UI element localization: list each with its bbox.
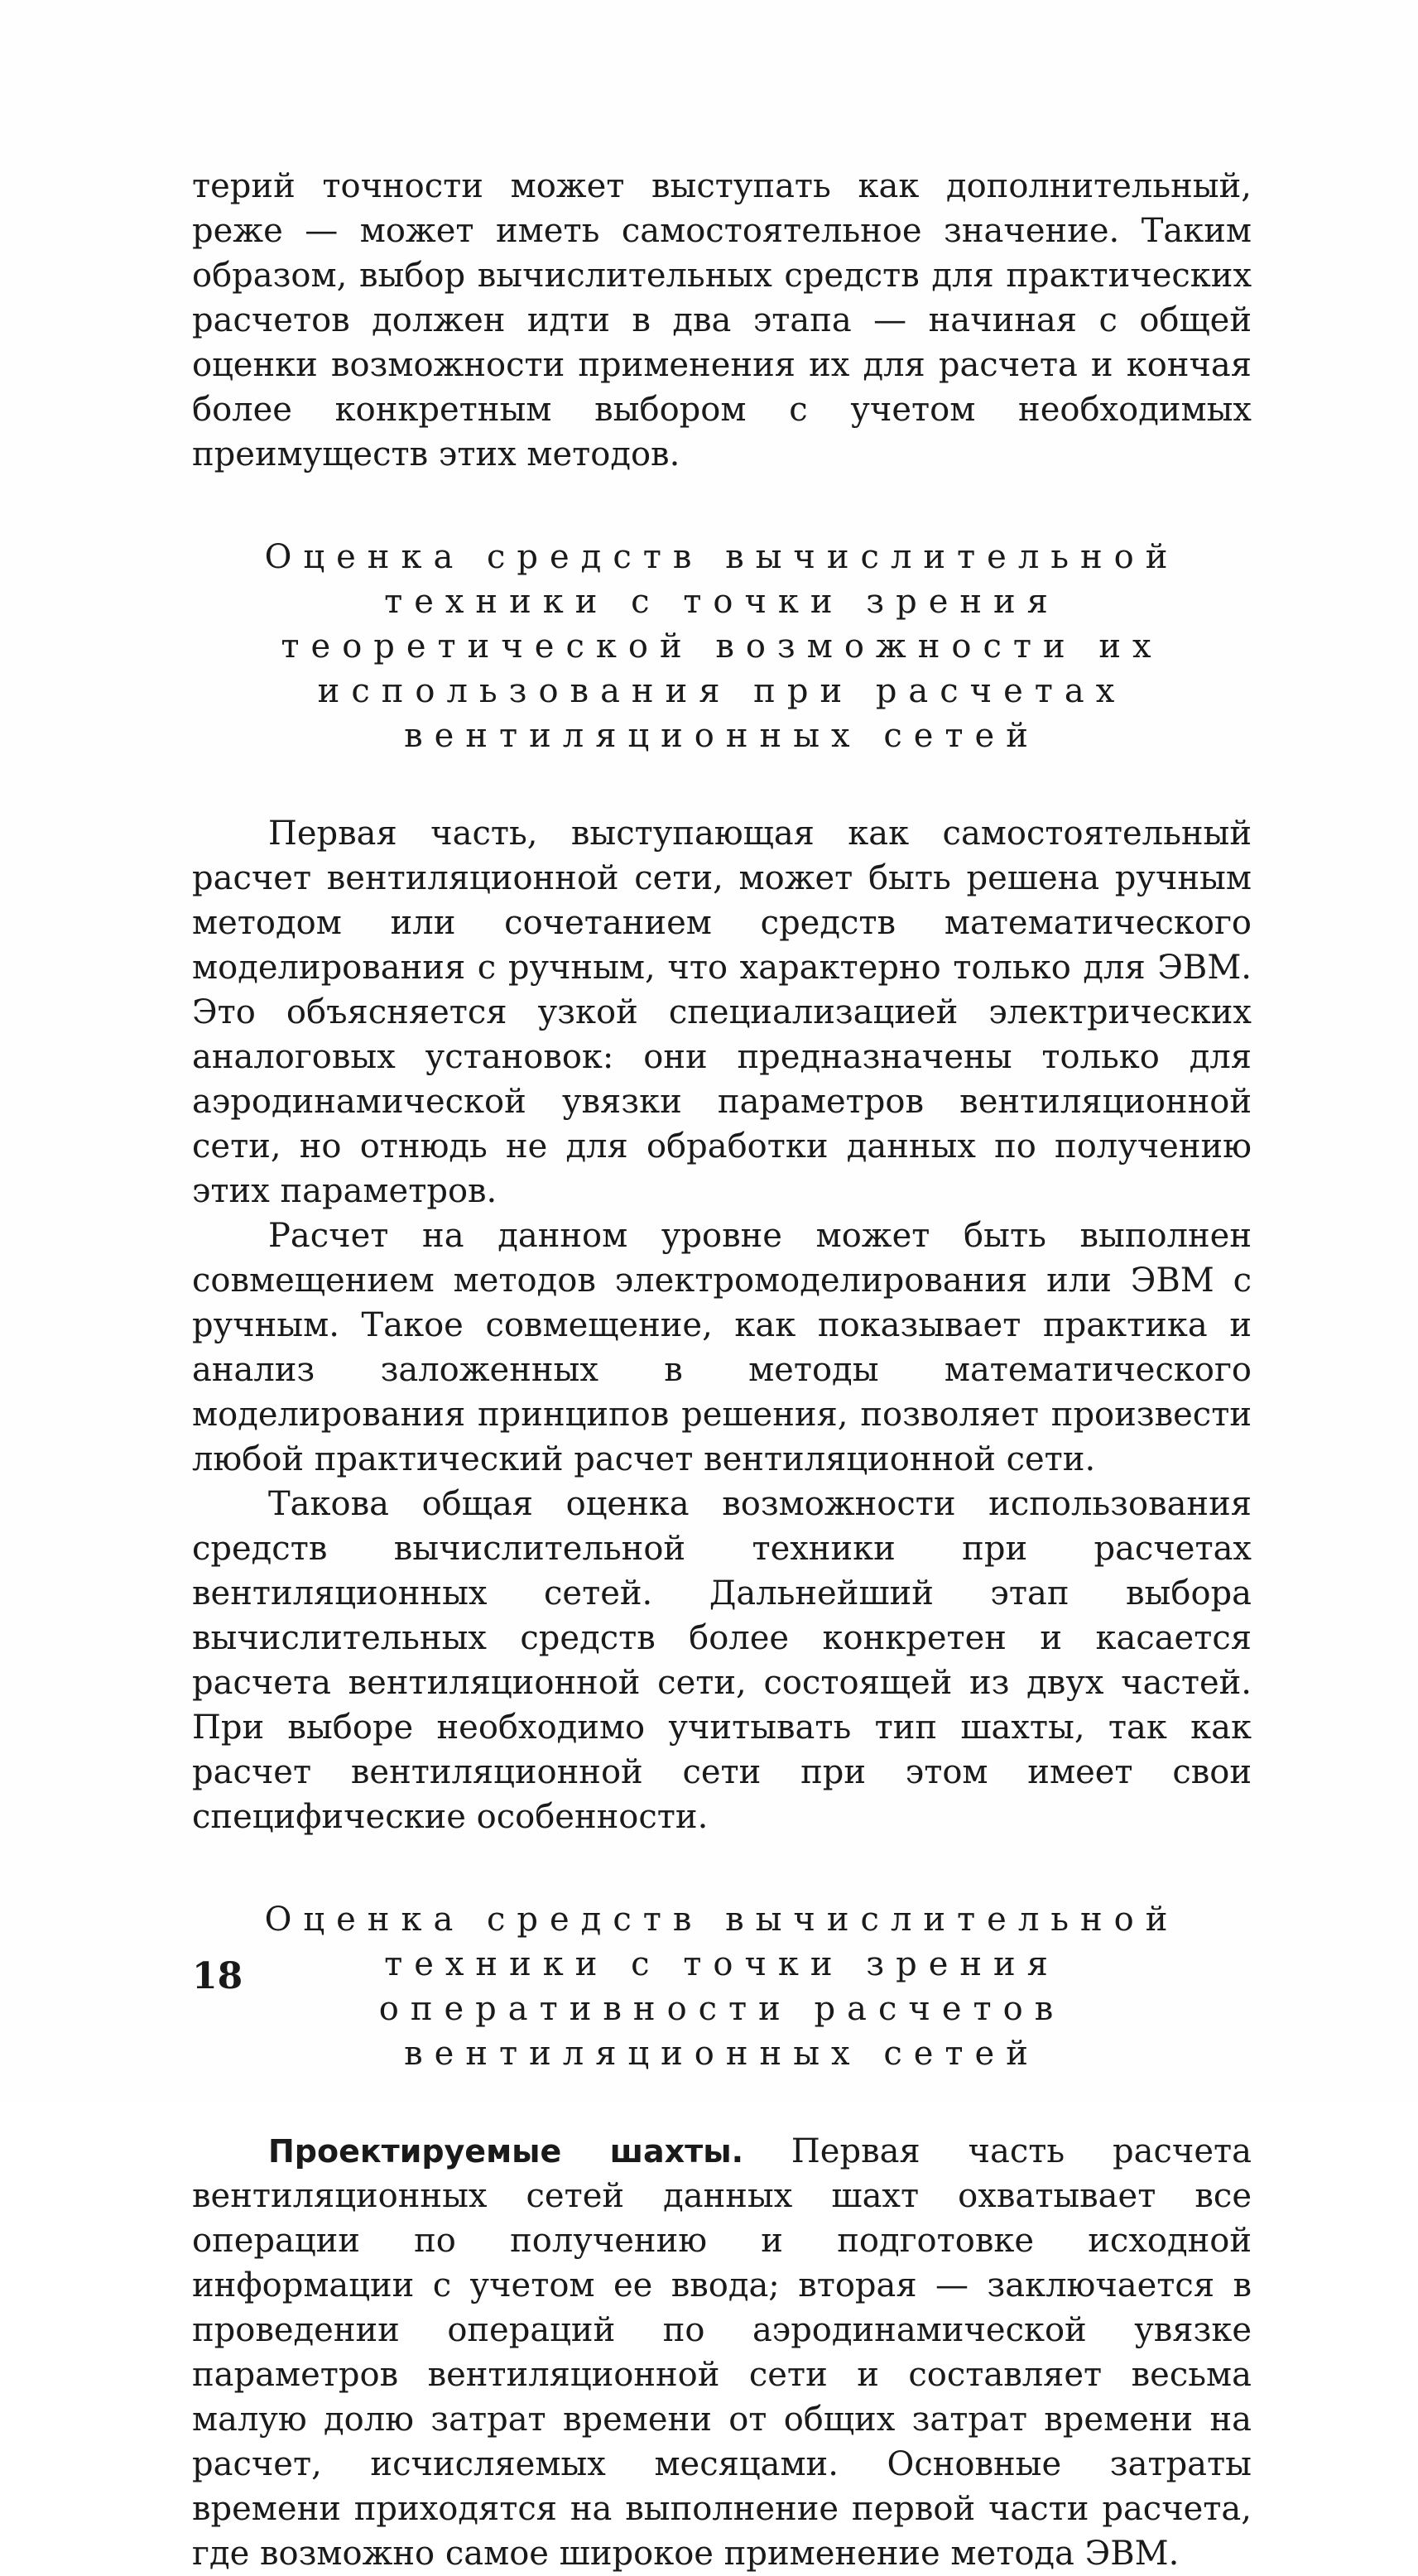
paragraph-first-part: Первая часть, выступающая как самостоятельный расчет вентиляционной сети, может быть решена ручным методом или сочетанием средств математического моделирования с ручным, что характерно только для ЭВМ. Это объясняется узкой специализацией электрических аналоговых установок: они предназначены только для аэродинамической увязки параметров вентиляционной сети, но отнюдь не для обработки данных по получению этих параметров. — [192, 815, 1252, 1210]
lead-term-designed-mines: Проектируемые шахты. — [268, 2133, 744, 2170]
paragraph-continuation: терий точности может выступать как дополнительный, реже — может иметь самостоятельное значение. Таким образом, выбор вычислительных средств для практических расчетов должен идти в два этапа — начиная с общей оценки возможности применения их для расчета и кончая более конкретным выбором с учетом необходимых преимуществ этих методов. — [192, 167, 1252, 473]
paragraph-general-assessment: Такова общая оценка возможности использования средств вычислительной техники при расчетах вентиляционных сетей. Дальнейший этап выбора вычислительных средств более конкретен и касается расчета вентиляционной сети, состоящей из двух частей. При выборе необходимо учитывать тип шахты, так как расчет вентиляционной сети при этом имеет свои специфические особенности. — [192, 1485, 1252, 1836]
text-column — [192, 164, 1252, 2576]
section-heading-theoretical: Оценка средств вычислительной техники с точки зрения теоретической возможности их использования при расчетах вентиляционных сетей — [264, 538, 1180, 755]
section-heading-operational: Оценка средств вычислительной техники с точки зрения оперативности расчетов вентиляционных сетей — [264, 1901, 1180, 2073]
paragraph-designed-mines — [192, 2129, 1252, 2576]
paragraph-calculation-level: Расчет на данном уровне может быть выполнен совмещением методов электромоделирования или ЭВМ с ручным. Такое совмещение, как показывает практика и анализ заложенных в методы математического моделирования принципов решения, позволяет произвести любой практический расчет вентиляционной сети. — [192, 1217, 1252, 1478]
paragraph-designed-mines-body: Первая часть расчета вентиляционных сетей данных шахт охватывает все операции по получению и подготовке исходной информации с учетом ее ввода; вторая — заключается в проведении операций по аэродинамической увязке параметров вентиляционной сети и составляет весьма малую долю затрат времени от общих затрат времени на расчет, исчисляемых месяцами. Основные затраты времени приходятся на выполнение первой части расчета, где возможно самое широкое применение метода ЭВМ. — [192, 2132, 1252, 2573]
page-number: 18 — [192, 1955, 243, 1997]
